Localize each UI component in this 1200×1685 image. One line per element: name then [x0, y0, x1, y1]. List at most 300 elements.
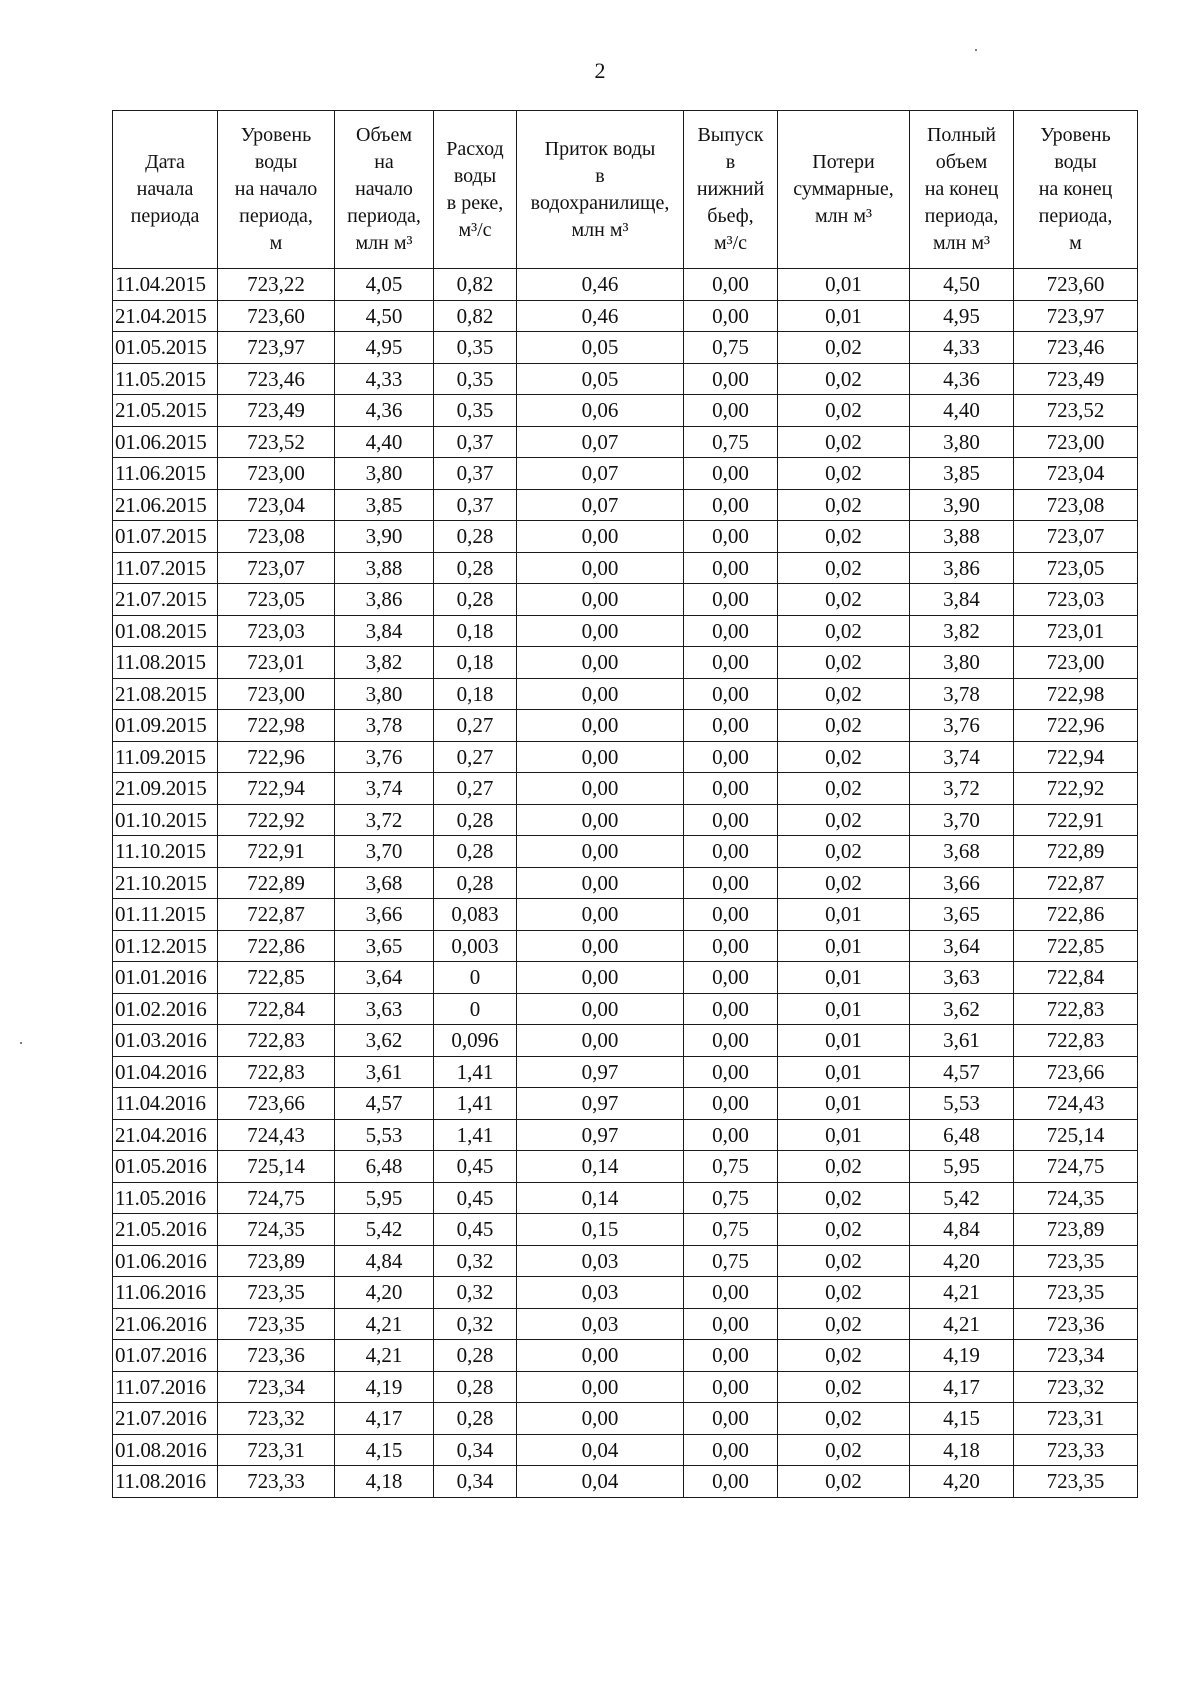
cell-volume-start: 4,18: [335, 1466, 434, 1498]
cell-river-flow: 0,34: [434, 1466, 517, 1498]
cell-volume-end: 3,68: [910, 836, 1014, 868]
table-row: [113, 1151, 1138, 1183]
header-inflow: [517, 111, 684, 269]
cell-level-end: 723,34: [1014, 1340, 1138, 1372]
cell-volume-start: 4,17: [335, 1403, 434, 1435]
cell-volume-end: 3,65: [910, 899, 1014, 931]
cell-date: 21.04.2016: [113, 1119, 218, 1151]
cell-release: 0,00: [684, 1466, 778, 1498]
cell-river-flow: 0,18: [434, 615, 517, 647]
cell-level-end: 722,92: [1014, 773, 1138, 805]
cell-level-end: 722,85: [1014, 930, 1138, 962]
cell-inflow: 0,07: [517, 426, 684, 458]
cell-level-end: 724,35: [1014, 1182, 1138, 1214]
table-row: [113, 836, 1138, 868]
cell-losses: 0,02: [778, 1182, 910, 1214]
cell-date: 01.07.2015: [113, 521, 218, 553]
cell-inflow: 0,05: [517, 332, 684, 364]
cell-date: 01.08.2016: [113, 1434, 218, 1466]
cell-volume-start: 4,40: [335, 426, 434, 458]
cell-level-end: 723,01: [1014, 615, 1138, 647]
table-row: [113, 1056, 1138, 1088]
cell-level-start: 723,34: [218, 1371, 335, 1403]
header-line: м³/с: [713, 232, 748, 254]
table-row: [113, 1088, 1138, 1120]
cell-volume-start: 4,21: [335, 1340, 434, 1372]
table-row: [113, 741, 1138, 773]
cell-level-end: 723,08: [1014, 489, 1138, 521]
cell-losses: 0,02: [778, 1245, 910, 1277]
cell-level-start: 723,49: [218, 395, 335, 427]
cell-river-flow: 0,27: [434, 773, 517, 805]
cell-volume-start: 3,80: [335, 678, 434, 710]
cell-losses: 0,01: [778, 962, 910, 994]
cell-inflow: 0,14: [517, 1151, 684, 1183]
cell-volume-end: 4,50: [910, 269, 1014, 301]
cell-inflow: 0,46: [517, 300, 684, 332]
cell-date: 11.04.2015: [113, 269, 218, 301]
cell-inflow: 0,06: [517, 395, 684, 427]
cell-losses: 0,02: [778, 1434, 910, 1466]
cell-volume-end: 4,36: [910, 363, 1014, 395]
cell-volume-end: 5,42: [910, 1182, 1014, 1214]
cell-inflow: 0,00: [517, 710, 684, 742]
cell-level-start: 723,32: [218, 1403, 335, 1435]
cell-date: 21.05.2015: [113, 395, 218, 427]
cell-level-start: 722,85: [218, 962, 335, 994]
cell-volume-start: 3,88: [335, 552, 434, 584]
cell-date: 01.10.2015: [113, 804, 218, 836]
cell-river-flow: 0,82: [434, 269, 517, 301]
cell-release: 0,00: [684, 647, 778, 679]
cell-level-end: 722,91: [1014, 804, 1138, 836]
cell-river-flow: 0,28: [434, 1340, 517, 1372]
cell-volume-end: 3,61: [910, 1025, 1014, 1057]
cell-losses: 0,01: [778, 1056, 910, 1088]
cell-river-flow: 0,003: [434, 930, 517, 962]
cell-volume-start: 3,82: [335, 647, 434, 679]
cell-release: 0,75: [684, 1182, 778, 1214]
cell-level-end: 723,35: [1014, 1277, 1138, 1309]
cell-volume-end: 3,76: [910, 710, 1014, 742]
cell-date: 01.01.2016: [113, 962, 218, 994]
cell-volume-start: 4,57: [335, 1088, 434, 1120]
cell-level-start: 722,98: [218, 710, 335, 742]
cell-release: 0,00: [684, 678, 778, 710]
cell-river-flow: 0: [434, 993, 517, 1025]
cell-volume-start: 3,64: [335, 962, 434, 994]
cell-volume-end: 6,48: [910, 1119, 1014, 1151]
cell-level-end: 723,31: [1014, 1403, 1138, 1435]
table-row: [113, 552, 1138, 584]
header-losses: [778, 111, 910, 269]
table-row: [113, 521, 1138, 553]
cell-date: 21.06.2016: [113, 1308, 218, 1340]
cell-release: 0,00: [684, 710, 778, 742]
cell-inflow: 0,00: [517, 993, 684, 1025]
cell-losses: 0,01: [778, 930, 910, 962]
cell-volume-end: 4,17: [910, 1371, 1014, 1403]
cell-inflow: 0,97: [517, 1056, 684, 1088]
cell-river-flow: 0,28: [434, 836, 517, 868]
cell-volume-end: 3,90: [910, 489, 1014, 521]
cell-date: 21.06.2015: [113, 489, 218, 521]
cell-losses: 0,01: [778, 899, 910, 931]
cell-inflow: 0,07: [517, 489, 684, 521]
table-row: [113, 395, 1138, 427]
cell-volume-start: 4,15: [335, 1434, 434, 1466]
cell-level-end: 723,60: [1014, 269, 1138, 301]
cell-date: 11.06.2015: [113, 458, 218, 490]
cell-level-start: 722,92: [218, 804, 335, 836]
cell-date: 11.06.2016: [113, 1277, 218, 1309]
cell-inflow: 0,03: [517, 1277, 684, 1309]
cell-river-flow: 0,45: [434, 1214, 517, 1246]
cell-river-flow: 0,28: [434, 804, 517, 836]
cell-volume-start: 4,21: [335, 1308, 434, 1340]
cell-level-start: 723,00: [218, 678, 335, 710]
cell-level-end: 722,84: [1014, 962, 1138, 994]
header-line: начало: [355, 178, 413, 200]
cell-inflow: 0,05: [517, 363, 684, 395]
header-line: Уровень: [1040, 124, 1111, 146]
cell-volume-start: 4,84: [335, 1245, 434, 1277]
cell-river-flow: 0,34: [434, 1434, 517, 1466]
cell-release: 0,00: [684, 836, 778, 868]
cell-date: 21.07.2016: [113, 1403, 218, 1435]
table-row: [113, 332, 1138, 364]
cell-losses: 0,02: [778, 1151, 910, 1183]
cell-river-flow: 0,32: [434, 1277, 517, 1309]
table-row: [113, 1119, 1138, 1151]
header-line: млн м³: [815, 205, 872, 227]
cell-date: 01.04.2016: [113, 1056, 218, 1088]
cell-level-start: 722,83: [218, 1056, 335, 1088]
cell-date: 11.08.2016: [113, 1466, 218, 1498]
cell-release: 0,00: [684, 1340, 778, 1372]
cell-release: 0,75: [684, 1214, 778, 1246]
cell-volume-end: 4,84: [910, 1214, 1014, 1246]
cell-volume-end: 3,70: [910, 804, 1014, 836]
cell-inflow: 0,00: [517, 1403, 684, 1435]
cell-release: 0,00: [684, 584, 778, 616]
cell-losses: 0,01: [778, 1119, 910, 1151]
cell-volume-start: 3,66: [335, 899, 434, 931]
cell-volume-start: 6,48: [335, 1151, 434, 1183]
cell-level-start: 723,35: [218, 1277, 335, 1309]
cell-volume-end: 4,15: [910, 1403, 1014, 1435]
cell-release: 0,75: [684, 1245, 778, 1277]
cell-date: 11.04.2016: [113, 1088, 218, 1120]
header-line: начала: [136, 178, 194, 200]
cell-volume-end: 3,85: [910, 458, 1014, 490]
cell-volume-end: 3,63: [910, 962, 1014, 994]
cell-river-flow: 0,28: [434, 867, 517, 899]
header-line: на начало: [234, 178, 318, 200]
cell-river-flow: 0,28: [434, 584, 517, 616]
cell-volume-start: 3,74: [335, 773, 434, 805]
cell-river-flow: 0,28: [434, 552, 517, 584]
cell-losses: 0,01: [778, 300, 910, 332]
cell-river-flow: 0,28: [434, 1371, 517, 1403]
cell-level-start: 723,35: [218, 1308, 335, 1340]
header-volume-start: [335, 111, 434, 269]
cell-level-start: 723,04: [218, 489, 335, 521]
cell-release: 0,00: [684, 395, 778, 427]
cell-river-flow: 0,35: [434, 395, 517, 427]
cell-volume-start: 3,84: [335, 615, 434, 647]
table-body: [113, 269, 1138, 1498]
cell-inflow: 0,00: [517, 1025, 684, 1057]
cell-volume-start: 5,95: [335, 1182, 434, 1214]
cell-inflow: 0,00: [517, 1340, 684, 1372]
cell-river-flow: 0,096: [434, 1025, 517, 1057]
header-line: Выпуск: [697, 124, 764, 146]
cell-date: 11.08.2015: [113, 647, 218, 679]
table-row: [113, 363, 1138, 395]
cell-inflow: 0,00: [517, 521, 684, 553]
cell-volume-end: 3,66: [910, 867, 1014, 899]
cell-level-start: 723,22: [218, 269, 335, 301]
cell-level-end: 722,98: [1014, 678, 1138, 710]
table-row: [113, 1277, 1138, 1309]
cell-river-flow: 0,37: [434, 426, 517, 458]
cell-date: 11.10.2015: [113, 836, 218, 868]
cell-river-flow: 0,27: [434, 741, 517, 773]
cell-level-start: 722,96: [218, 741, 335, 773]
header-volume-end: [910, 111, 1014, 269]
cell-release: 0,00: [684, 489, 778, 521]
cell-volume-end: 4,20: [910, 1245, 1014, 1277]
table-row: [113, 1340, 1138, 1372]
cell-volume-start: 5,53: [335, 1119, 434, 1151]
cell-volume-start: 5,42: [335, 1214, 434, 1246]
cell-release: 0,00: [684, 804, 778, 836]
cell-river-flow: 0,37: [434, 489, 517, 521]
header-line: млн м³: [571, 218, 629, 241]
cell-level-end: 722,89: [1014, 836, 1138, 868]
table-row: [113, 584, 1138, 616]
cell-level-end: 724,43: [1014, 1088, 1138, 1120]
cell-inflow: 0,97: [517, 1088, 684, 1120]
cell-losses: 0,02: [778, 1340, 910, 1372]
cell-losses: 0,02: [778, 773, 910, 805]
header-line: м: [269, 232, 283, 254]
header-line: периода,: [239, 205, 313, 227]
cell-level-end: 722,96: [1014, 710, 1138, 742]
cell-level-end: 723,33: [1014, 1434, 1138, 1466]
header-line: нижний: [696, 178, 765, 200]
cell-level-end: 724,75: [1014, 1151, 1138, 1183]
cell-release: 0,00: [684, 1277, 778, 1309]
cell-inflow: 0,00: [517, 930, 684, 962]
cell-volume-end: 4,18: [910, 1434, 1014, 1466]
cell-level-end: 725,14: [1014, 1119, 1138, 1151]
cell-date: 01.11.2015: [113, 899, 218, 931]
cell-volume-start: 3,62: [335, 1025, 434, 1057]
cell-losses: 0,02: [778, 804, 910, 836]
cell-level-end: 723,35: [1014, 1245, 1138, 1277]
cell-volume-end: 4,19: [910, 1340, 1014, 1372]
cell-date: 11.07.2016: [113, 1371, 218, 1403]
cell-level-end: 723,32: [1014, 1371, 1138, 1403]
cell-inflow: 0,00: [517, 804, 684, 836]
cell-level-end: 722,83: [1014, 1025, 1138, 1057]
cell-level-start: 723,05: [218, 584, 335, 616]
header-line: водохранилище,: [530, 191, 670, 214]
cell-losses: 0,02: [778, 458, 910, 490]
cell-volume-start: 3,68: [335, 867, 434, 899]
header-line: Полный: [926, 124, 996, 146]
header-line: периода: [130, 205, 200, 227]
cell-river-flow: 0,32: [434, 1308, 517, 1340]
table-row: [113, 1025, 1138, 1057]
cell-volume-start: 3,76: [335, 741, 434, 773]
cell-river-flow: 1,41: [434, 1119, 517, 1151]
header-release: [684, 111, 778, 269]
table-row: [113, 899, 1138, 931]
cell-river-flow: 0,28: [434, 521, 517, 553]
cell-river-flow: 0,35: [434, 332, 517, 364]
cell-level-start: 724,75: [218, 1182, 335, 1214]
cell-volume-end: 3,72: [910, 773, 1014, 805]
header-line: млн м³: [355, 232, 413, 254]
cell-volume-end: 4,95: [910, 300, 1014, 332]
cell-release: 0,75: [684, 426, 778, 458]
cell-river-flow: 0,27: [434, 710, 517, 742]
cell-river-flow: 0,32: [434, 1245, 517, 1277]
cell-volume-start: 3,61: [335, 1056, 434, 1088]
cell-date: 01.03.2016: [113, 1025, 218, 1057]
cell-losses: 0,02: [778, 836, 910, 868]
cell-date: 21.10.2015: [113, 867, 218, 899]
cell-river-flow: 0,083: [434, 899, 517, 931]
table-row: [113, 269, 1138, 301]
cell-losses: 0,02: [778, 552, 910, 584]
cell-level-end: 723,07: [1014, 521, 1138, 553]
cell-inflow: 0,15: [517, 1214, 684, 1246]
cell-date: 21.09.2015: [113, 773, 218, 805]
header-line: Расход: [446, 137, 504, 160]
header-line: на: [374, 151, 394, 173]
table-row: [113, 647, 1138, 679]
cell-river-flow: 0,18: [434, 678, 517, 710]
cell-level-start: 725,14: [218, 1151, 335, 1183]
cell-level-start: 722,87: [218, 899, 335, 931]
cell-release: 0,00: [684, 615, 778, 647]
cell-losses: 0,01: [778, 1025, 910, 1057]
cell-volume-start: 4,20: [335, 1277, 434, 1309]
cell-level-start: 723,97: [218, 332, 335, 364]
cell-level-start: 723,33: [218, 1466, 335, 1498]
cell-river-flow: 0,28: [434, 1403, 517, 1435]
cell-level-start: 723,31: [218, 1434, 335, 1466]
cell-date: 21.07.2015: [113, 584, 218, 616]
cell-volume-end: 3,84: [910, 584, 1014, 616]
cell-volume-end: 3,82: [910, 615, 1014, 647]
cell-inflow: 0,14: [517, 1182, 684, 1214]
cell-losses: 0,02: [778, 395, 910, 427]
cell-level-start: 723,08: [218, 521, 335, 553]
header-level-end: [1014, 111, 1138, 269]
cell-volume-start: 4,19: [335, 1371, 434, 1403]
cell-volume-end: 3,62: [910, 993, 1014, 1025]
cell-level-start: 722,91: [218, 836, 335, 868]
header-line: Объем: [356, 124, 412, 146]
cell-release: 0,75: [684, 1151, 778, 1183]
table-row: [113, 962, 1138, 994]
page-number: 2: [594, 58, 606, 83]
cell-volume-end: 5,53: [910, 1088, 1014, 1120]
cell-losses: 0,02: [778, 678, 910, 710]
cell-river-flow: 0,82: [434, 300, 517, 332]
cell-level-start: 722,84: [218, 993, 335, 1025]
cell-date: 01.09.2015: [113, 710, 218, 742]
header-line: воды: [254, 151, 298, 173]
cell-inflow: 0,00: [517, 584, 684, 616]
cell-inflow: 0,00: [517, 615, 684, 647]
cell-release: 0,00: [684, 521, 778, 553]
table-row: [113, 930, 1138, 962]
cell-level-start: 722,94: [218, 773, 335, 805]
table-row: [113, 993, 1138, 1025]
cell-volume-start: 4,33: [335, 363, 434, 395]
cell-volume-start: 3,80: [335, 458, 434, 490]
cell-level-end: 722,87: [1014, 867, 1138, 899]
cell-river-flow: 0,18: [434, 647, 517, 679]
cell-losses: 0,02: [778, 647, 910, 679]
cell-level-end: 722,86: [1014, 899, 1138, 931]
header-line: м: [1069, 232, 1082, 254]
cell-volume-start: 4,36: [335, 395, 434, 427]
cell-level-end: 723,03: [1014, 584, 1138, 616]
header-line: в реке,: [446, 191, 504, 214]
cell-river-flow: 0,37: [434, 458, 517, 490]
cell-losses: 0,02: [778, 489, 910, 521]
header-line: суммарные,: [793, 178, 894, 200]
header-river-flow: [434, 111, 517, 269]
cell-release: 0,00: [684, 993, 778, 1025]
cell-date: 01.05.2016: [113, 1151, 218, 1183]
table-header: [113, 111, 1138, 269]
table-row: [113, 300, 1138, 332]
header-line: периода,: [924, 205, 999, 227]
cell-volume-end: 3,64: [910, 930, 1014, 962]
header-line: объем: [935, 151, 988, 173]
cell-volume-start: 3,63: [335, 993, 434, 1025]
cell-release: 0,00: [684, 552, 778, 584]
cell-volume-end: 4,20: [910, 1466, 1014, 1498]
cell-inflow: 0,00: [517, 899, 684, 931]
cell-date: 01.12.2015: [113, 930, 218, 962]
header-line: Приток воды: [544, 137, 656, 160]
table-row: [113, 1308, 1138, 1340]
cell-losses: 0,02: [778, 1214, 910, 1246]
cell-level-end: 723,66: [1014, 1056, 1138, 1088]
cell-inflow: 0,00: [517, 647, 684, 679]
cell-losses: 0,01: [778, 269, 910, 301]
cell-level-end: 722,83: [1014, 993, 1138, 1025]
cell-inflow: 0,00: [517, 678, 684, 710]
table-row: [113, 426, 1138, 458]
cell-date: 01.06.2015: [113, 426, 218, 458]
table-row: [113, 1434, 1138, 1466]
header-line: на конец: [1038, 178, 1113, 200]
cell-inflow: 0,07: [517, 458, 684, 490]
cell-inflow: 0,03: [517, 1308, 684, 1340]
cell-inflow: 0,00: [517, 773, 684, 805]
cell-losses: 0,02: [778, 363, 910, 395]
